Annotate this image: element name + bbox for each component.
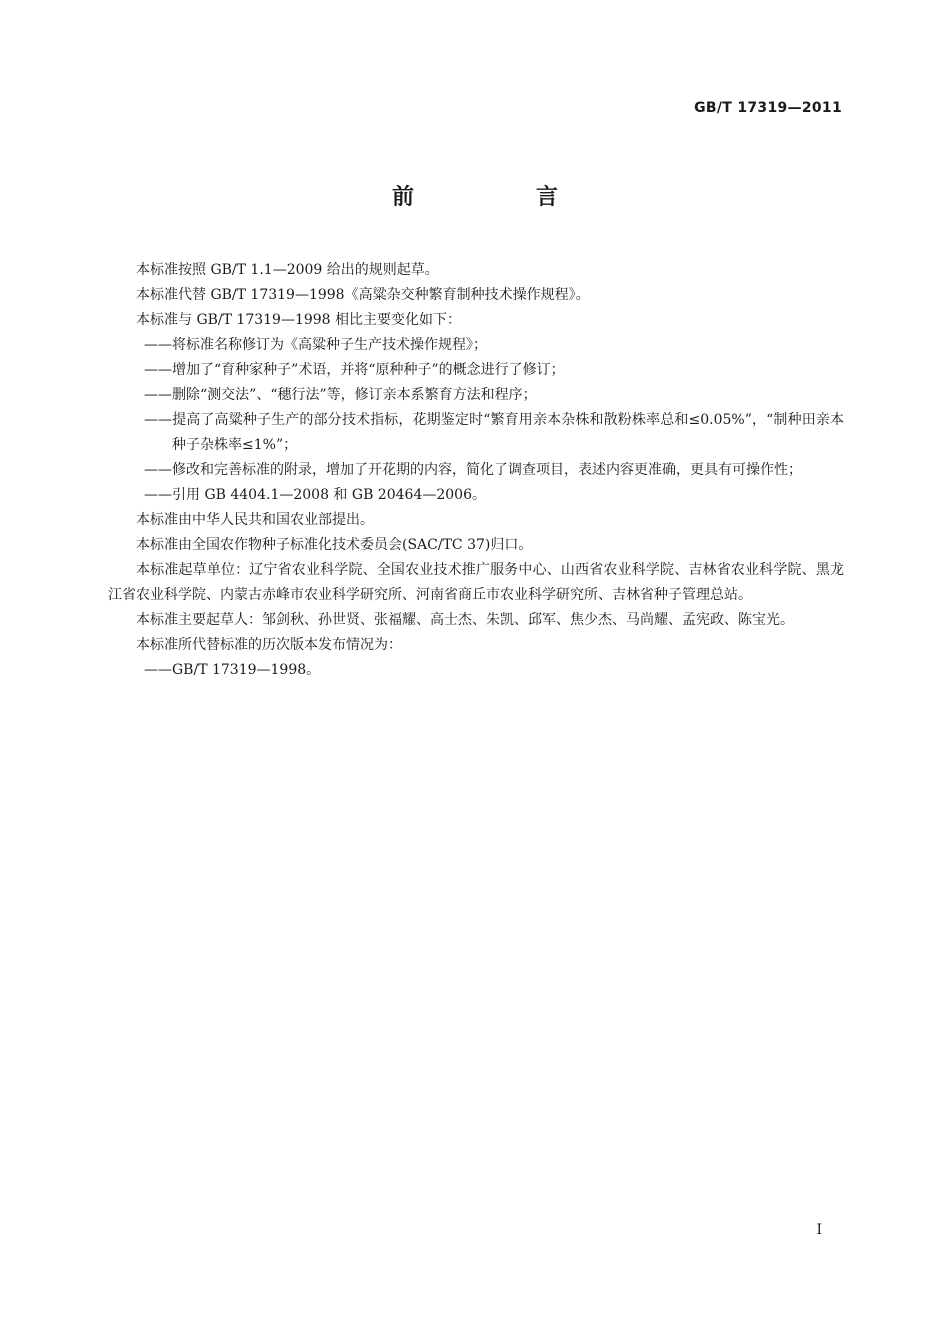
- version-history-item: ——GB/T 17319—1998。: [144, 662, 321, 678]
- change-item-references: ——引用 GB 4404.1—2008 和 GB 20464—2006。: [144, 487, 486, 503]
- change-item-methods: ——删除“测交法”、“穗行法”等，修订亲本系繁育方法和程序；: [144, 387, 537, 403]
- change-item-title: ——将标准名称修订为《高粱种子生产技术操作规程》；: [144, 337, 487, 353]
- paragraph-drafters: 本标准主要起草人：邹剑秋、孙世贤、张福耀、高士杰、朱凯、邱军、焦少杰、马尚耀、孟宪政、陈宝光。: [136, 612, 794, 628]
- page-number: I: [816, 1222, 822, 1238]
- page-title: 前 言: [391, 185, 608, 210]
- foreword-body: [108, 258, 844, 683]
- paragraph-drafting-rules: 本标准按照 GB/T 1.1—2009 给出的规则起草。: [136, 262, 439, 278]
- document-code: GB/T 17319—2011: [694, 100, 842, 116]
- change-item-appendix: ——修改和完善标准的附录，增加了开花期的内容，简化了调查项目，表述内容更准确，更具有可操作性；: [144, 462, 802, 478]
- paragraph-replaces: 本标准代替 GB/T 17319—1998《高粱杂交种繁育制种技术操作规程》。: [136, 287, 590, 303]
- paragraph-drafting-units: 本标准起草单位：辽宁省农业科学院、全国农业技术推广服务中心、山西省农业科学院、吉林省农业科学院、黑龙江省农业科学院、内蒙古赤峰市农业科学研究所、河南省商丘市农业科学研究所、吉林省种子管理总站。: [108, 562, 844, 603]
- change-item-indicators: ——提高了高粱种子生产的部分技术指标，花期鉴定时“繁育用亲本杂株和散粉株率总和≤0.05%”，“制种田亲本种子杂株率≤1%”；: [144, 412, 844, 453]
- change-item-terms: ——增加了“育种家种子”术语，并将“原种种子”的概念进行了修订；: [144, 362, 565, 378]
- paragraph-proposed-by: 本标准由中华人民共和国农业部提出。: [136, 512, 374, 528]
- paragraph-managed-by: 本标准由全国农作物种子标准化技术委员会(SAC/TC 37)归口。: [136, 537, 533, 553]
- paragraph-version-history: 本标准所代替标准的历次版本发布情况为：: [136, 637, 402, 653]
- paragraph-changes-intro: 本标准与 GB/T 17319—1998 相比主要变化如下：: [136, 312, 462, 328]
